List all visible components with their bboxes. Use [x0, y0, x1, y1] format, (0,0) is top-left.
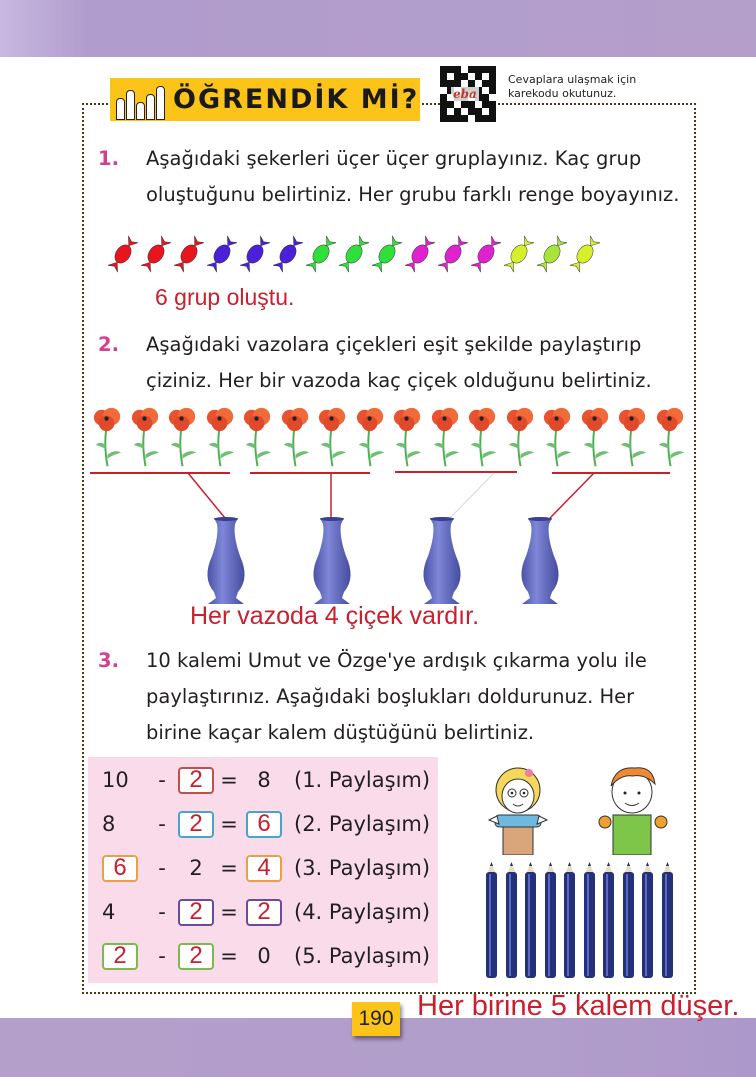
poppy-flower-icon: [165, 405, 203, 473]
poppy-flower-icon: [128, 405, 166, 473]
answer-box-b[interactable]: 2: [178, 899, 214, 926]
equation-row: [102, 939, 430, 973]
answer-box-r[interactable]: 4: [246, 855, 282, 882]
pencil-icon: [584, 862, 595, 980]
question-2: [98, 327, 683, 399]
poppy-flower-icon: [540, 405, 578, 473]
candy-icon: [108, 234, 138, 274]
vase-icon: [416, 516, 468, 608]
vase-icon: [306, 516, 358, 608]
qr-instruction-line1: Cevaplara ulaşmak için: [508, 73, 637, 86]
equation-a: 4: [102, 900, 116, 924]
equation-row: [102, 807, 430, 841]
poppy-flower-icon: [615, 405, 653, 473]
question-number: 2.: [98, 333, 119, 356]
sharing-label: (2. Paylaşım): [294, 812, 431, 836]
equation-row: [102, 851, 430, 885]
answer-box-a[interactable]: 6: [102, 855, 138, 882]
equation-a: 8: [102, 812, 116, 836]
poppy-flower-icon: [465, 405, 503, 473]
poppy-flower-icon: [428, 405, 466, 473]
sharing-label: (5. Paylaşım): [294, 944, 431, 968]
pencil-icon: [623, 862, 634, 980]
equation-eq: =: [220, 900, 238, 924]
equation-op: -: [158, 900, 166, 924]
poppy-flower-icon: [203, 405, 241, 473]
candy-icon: [339, 234, 369, 274]
poppy-flower-icon: [90, 405, 128, 473]
equation-r: [240, 854, 288, 882]
candy-icon: [570, 234, 600, 274]
poppy-flower-icon: [578, 405, 616, 473]
candy-row: [108, 234, 600, 274]
pencil-icon: [525, 862, 536, 980]
boy-icon: [599, 768, 667, 855]
answer-box-b[interactable]: 2: [178, 943, 214, 970]
answer-2: Her vazoda 4 çiçek vardır.: [190, 602, 480, 630]
equation-eq: =: [220, 856, 238, 880]
candy-icon: [504, 234, 534, 274]
equation-a: [102, 854, 150, 882]
candy-icon: [438, 234, 468, 274]
poppy-flower-icon: [278, 405, 316, 473]
question-number: 3.: [98, 649, 119, 672]
question-3: [98, 643, 683, 751]
pencil-icon: [545, 862, 556, 980]
question-1: [98, 141, 683, 213]
candy-icon: [174, 234, 204, 274]
poppy-flower-icon: [503, 405, 541, 473]
equation-row: [102, 895, 430, 929]
equation-b: [174, 766, 218, 794]
answer-box-a[interactable]: 2: [102, 943, 138, 970]
candy-icon: [207, 234, 237, 274]
answer-box-b[interactable]: 2: [178, 811, 214, 838]
group-underline-2: [250, 472, 370, 474]
question-text-line1: 10 kalemi Umut ve Özge'ye ardışık çıkarma yolu ile: [146, 649, 647, 672]
answer-1: 6 grup oluştu.: [155, 284, 295, 310]
raised-hands-icon: [116, 80, 165, 120]
answer-box-r[interactable]: 2: [246, 899, 282, 926]
equation-eq: =: [220, 812, 238, 836]
group-underline-3: [395, 471, 517, 473]
candy-icon: [306, 234, 336, 274]
equation-a: 10: [102, 768, 129, 792]
equation-r: 0: [257, 944, 271, 968]
question-number: 1.: [98, 147, 119, 170]
pencil-row: [486, 862, 673, 980]
question-text-line2: çiziniz. Her bir vazoda kaç çiçek olduğunu belirtiniz.: [146, 369, 652, 392]
candy-icon: [141, 234, 171, 274]
poppy-flower-icon: [653, 405, 691, 473]
equation-r: 8: [257, 768, 271, 792]
answer-3: Her birine 5 kalem düşer.: [417, 990, 740, 1022]
pencil-icon: [603, 862, 614, 980]
vase-icon: [200, 516, 252, 608]
pencil-icon: [642, 862, 653, 980]
pencil-icon: [564, 862, 575, 980]
pencil-icon: [662, 862, 673, 980]
group-underline-1: [90, 472, 230, 474]
equation-b: [174, 810, 218, 838]
equation-op: -: [158, 944, 166, 968]
answer-box-b[interactable]: 2: [178, 767, 214, 794]
equation-b: [174, 942, 218, 970]
candy-icon: [372, 234, 402, 274]
girl-icon: [489, 768, 547, 855]
poppy-flower-icon: [240, 405, 278, 473]
top-color-band: [0, 0, 756, 57]
equation-eq: =: [220, 768, 238, 792]
equation-eq: =: [220, 944, 238, 968]
flower-row: [90, 405, 690, 473]
eba-logo: eba: [453, 87, 477, 101]
answer-box-r[interactable]: 6: [246, 811, 282, 838]
question-text-line3: birine kaçar kalem düştüğünü belirtiniz.: [146, 721, 535, 744]
equation-op: -: [158, 768, 166, 792]
candy-icon: [273, 234, 303, 274]
section-title: ÖĞRENDİK Mİ?: [173, 84, 420, 115]
equation-row: [102, 763, 430, 797]
candy-icon: [405, 234, 435, 274]
candy-icon: [471, 234, 501, 274]
equation-panel: [88, 757, 438, 983]
vase-icon: [514, 516, 566, 608]
candy-icon: [537, 234, 567, 274]
page-number: 190: [352, 1002, 400, 1036]
question-text-line2: oluştuğunu belirtiniz. Her grubu farklı renge boyayınız.: [146, 183, 680, 206]
equation-op: -: [158, 856, 166, 880]
qr-instruction: [508, 73, 648, 101]
question-text-line1: Aşağıdaki vazolara çiçekleri eşit şekilde paylaştırıp: [146, 333, 642, 356]
poppy-flower-icon: [390, 405, 428, 473]
children-illustration: [485, 760, 685, 855]
equation-op: -: [158, 812, 166, 836]
pencil-icon: [486, 862, 497, 980]
poppy-flower-icon: [315, 405, 353, 473]
poppy-flower-icon: [353, 405, 391, 473]
qr-instruction-line2: karekodu okutunuz.: [508, 87, 617, 100]
sharing-label: (1. Paylaşım): [294, 768, 431, 792]
equation-b: [174, 898, 218, 926]
sharing-label: (3. Paylaşım): [294, 856, 431, 880]
sharing-label: (4. Paylaşım): [294, 900, 431, 924]
equation-a: [102, 942, 150, 970]
equation-b: 2: [189, 856, 203, 880]
equation-r: [240, 810, 288, 838]
question-text-line2: paylaştırınız. Aşağıdaki boşlukları doldurunuz. Her: [146, 685, 635, 708]
pencil-icon: [506, 862, 517, 980]
group-underline-4: [552, 472, 670, 474]
equation-r: [240, 898, 288, 926]
candy-icon: [240, 234, 270, 274]
section-title-badge: [110, 78, 420, 121]
question-text-line1: Aşağıdaki şekerleri üçer üçer gruplayınız. Kaç grup: [146, 147, 642, 170]
